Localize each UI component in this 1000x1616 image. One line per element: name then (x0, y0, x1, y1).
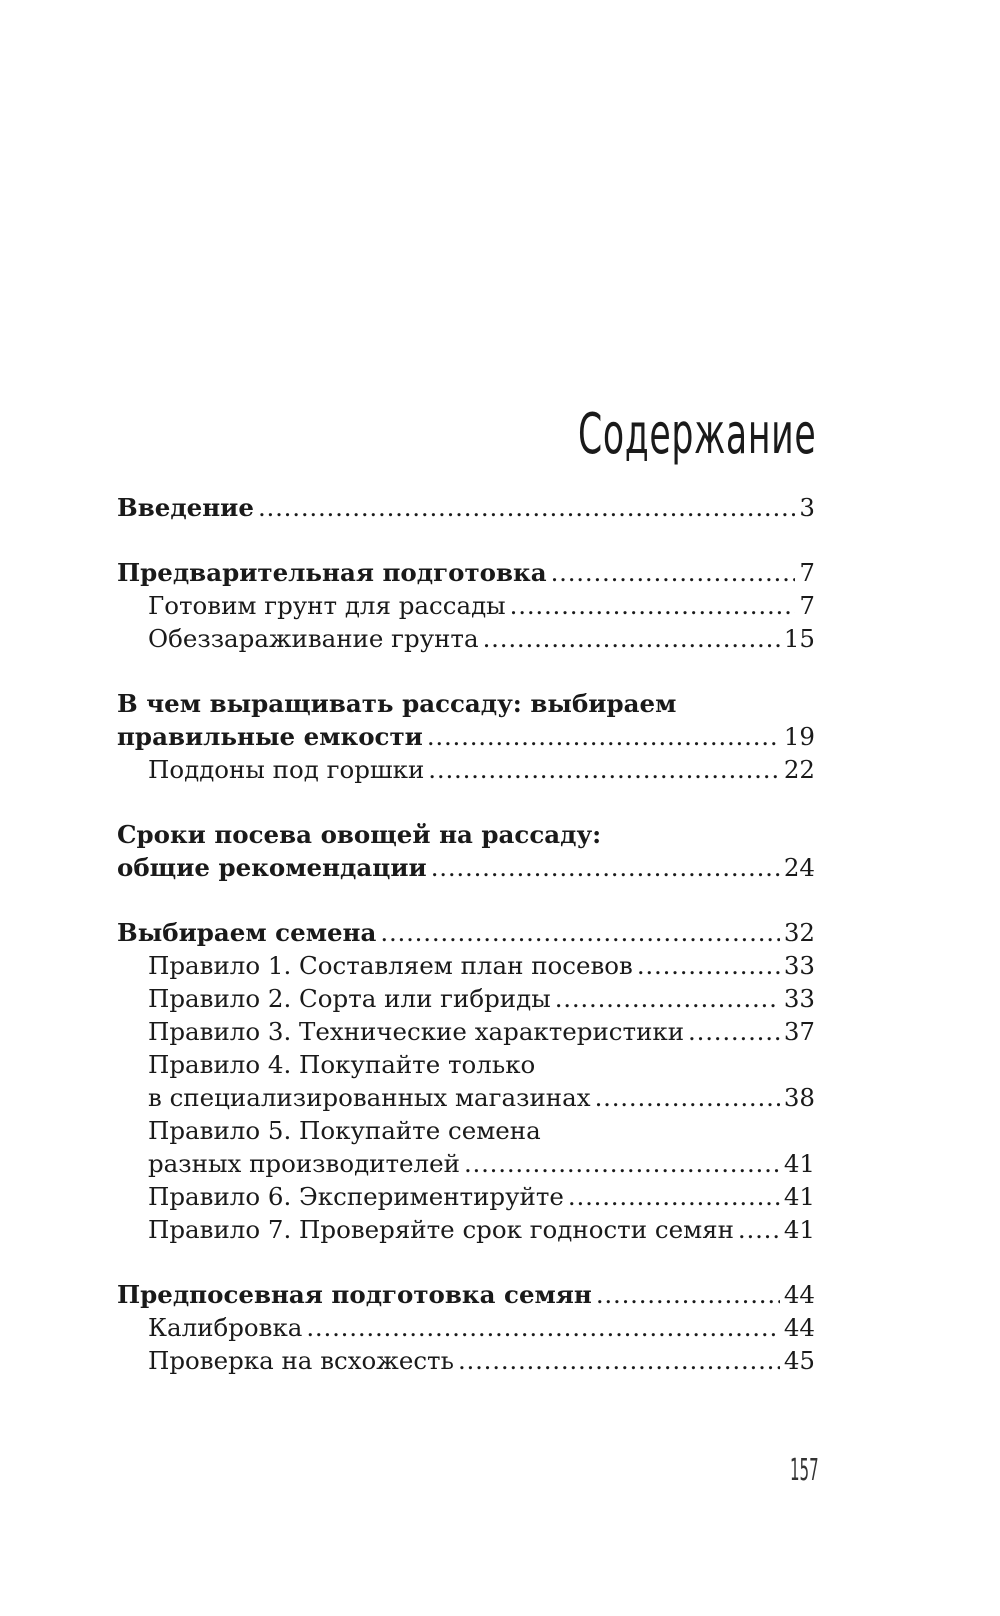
leader-dots (510, 589, 796, 622)
toc-section-intro (117, 491, 815, 524)
toc-entry-page: 22 (783, 755, 815, 784)
toc-entry-label: Введение (117, 493, 254, 522)
toc-subentry[interactable] (117, 1213, 815, 1246)
toc-subentry-label-line[interactable]: Правило 5. Покупайте семена (148, 1116, 541, 1145)
toc-section-containers (117, 687, 815, 786)
toc-entry-page: 15 (783, 624, 815, 653)
toc-entry-page: 41 (783, 1215, 815, 1244)
toc-section-prep (117, 556, 815, 655)
toc-section-seeds (117, 916, 815, 1246)
toc-subentry[interactable] (117, 1180, 815, 1213)
leader-dots (555, 982, 780, 1015)
toc-section-presow (117, 1278, 815, 1377)
toc-subentry[interactable] (117, 622, 815, 655)
leader-dots (688, 1015, 780, 1048)
toc-entry-page: 44 (783, 1313, 815, 1342)
toc-subentry[interactable] (117, 1311, 815, 1344)
toc-entry-label: в специализированных магазинах (148, 1083, 591, 1112)
toc-entry-label: правильные емкости (117, 722, 423, 751)
toc-entry-label: Правило 3. Технические характеристики (148, 1017, 685, 1046)
toc-entry-label: Предпосевная подготовка семян (117, 1280, 592, 1309)
toc-entry[interactable] (117, 720, 815, 753)
toc-entry-label: Поддоны под горшки (148, 755, 425, 784)
toc-entry-page: 33 (783, 984, 815, 1013)
toc-entry-label-line[interactable]: Сроки посева овощей на рассаду: (117, 820, 602, 849)
toc-entry-label: Правило 7. Проверяйте срок годности семян (148, 1215, 734, 1244)
toc-entry-page: 32 (783, 918, 815, 947)
toc-entry-label: Проверка на всхожесть (148, 1346, 454, 1375)
toc-entry-page: 41 (783, 1149, 815, 1178)
toc-entry-page: 37 (783, 1017, 815, 1046)
toc-entry-page: 41 (783, 1182, 815, 1211)
leader-dots (483, 622, 780, 655)
page-title: Содержание (577, 402, 816, 467)
toc-entry-page: 24 (783, 853, 815, 882)
toc-subentry[interactable] (117, 1015, 815, 1048)
toc-entry-label-line[interactable]: В чем выращивать рассаду: выбираем (117, 689, 677, 718)
toc-entry-label: Правило 2. Сорта или гибриды (148, 984, 551, 1013)
leader-dots (637, 949, 780, 982)
toc-entry-label: Готовим грунт для рассады (148, 591, 506, 620)
toc-subentry[interactable] (117, 1081, 815, 1114)
toc-entry-label: Выбираем семена (117, 918, 377, 947)
toc-entry-page: 19 (783, 722, 815, 751)
toc-subentry[interactable] (117, 982, 815, 1015)
toc-entry-page: 7 (799, 591, 815, 620)
toc-entry[interactable] (117, 916, 815, 949)
leader-dots (258, 491, 795, 524)
leader-dots (428, 753, 780, 786)
toc-section-timing (117, 818, 815, 884)
leader-dots (595, 1081, 780, 1114)
leader-dots (427, 720, 780, 753)
toc-entry[interactable] (117, 491, 815, 524)
toc-entry[interactable] (117, 1278, 815, 1311)
leader-dots (380, 916, 779, 949)
toc-entry-page: 7 (799, 558, 815, 587)
leader-dots (431, 851, 780, 884)
toc-entry[interactable] (117, 851, 815, 884)
toc-entry-label: разных производителей (148, 1149, 460, 1178)
toc-subentry[interactable] (117, 949, 815, 982)
toc-entry-page: 38 (783, 1083, 815, 1112)
leader-dots (738, 1213, 780, 1246)
toc-entry-label: Предварительная подготовка (117, 558, 547, 587)
leader-dots (306, 1311, 779, 1344)
leader-dots (596, 1278, 780, 1311)
toc-entry-page: 44 (783, 1280, 815, 1309)
table-of-contents (117, 491, 815, 1409)
toc-subentry[interactable] (117, 1147, 815, 1180)
toc-entry-label: Правило 6. Экспериментируйте (148, 1182, 564, 1211)
toc-entry[interactable] (117, 556, 815, 589)
toc-entry-page: 45 (783, 1346, 815, 1375)
toc-entry-label: Обеззараживание грунта (148, 624, 479, 653)
toc-entry-label: Правило 1. Составляем план посевов (148, 951, 633, 980)
toc-entry-label: Калибровка (148, 1313, 303, 1342)
leader-dots (568, 1180, 780, 1213)
toc-entry-page: 3 (799, 493, 815, 522)
leader-dots (464, 1147, 780, 1180)
toc-entry-page: 33 (783, 951, 815, 980)
page-number: 157 (790, 1453, 819, 1488)
leader-dots (551, 556, 796, 589)
toc-entry-label: общие рекомендации (117, 853, 427, 882)
toc-subentry[interactable] (117, 589, 815, 622)
toc-subentry[interactable] (117, 753, 815, 786)
toc-subentry-label-line[interactable]: Правило 4. Покупайте только (148, 1050, 536, 1079)
leader-dots (458, 1344, 780, 1377)
toc-subentry[interactable] (117, 1344, 815, 1377)
